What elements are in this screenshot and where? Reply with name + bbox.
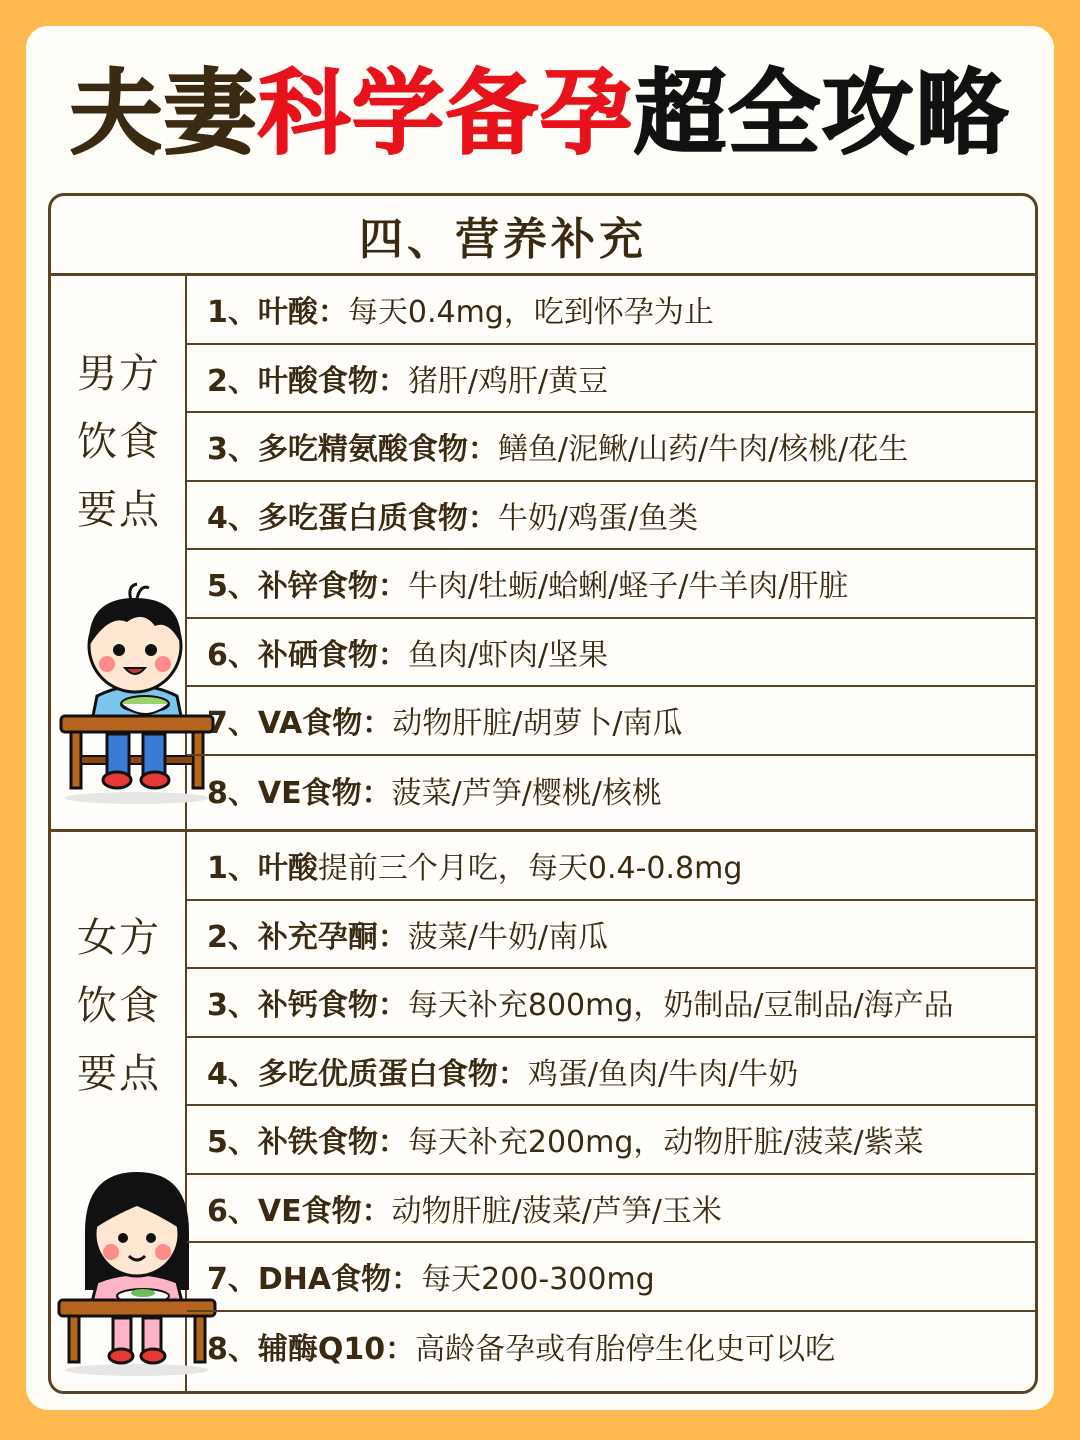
row-value: 动物肝脏/菠菜/芦笋/玉米 <box>391 1193 722 1229</box>
table-row <box>187 756 1035 825</box>
table-row <box>187 1312 1035 1381</box>
row-key: 6、VE食物： <box>207 1193 392 1229</box>
male-side-column <box>51 276 187 829</box>
row-key: 5、补锌食物： <box>207 569 408 605</box>
row-key: 5、补铁食物： <box>207 1125 408 1161</box>
row-value: 牛奶/鸡蛋/鱼类 <box>497 500 699 536</box>
table-row <box>187 832 1035 901</box>
row-value: 猪肝/鸡肝/黄豆 <box>407 363 609 399</box>
nutrition-table <box>48 193 1038 1394</box>
female-label <box>51 904 187 1108</box>
table-row <box>187 687 1035 756</box>
female-label-line: 饮食 <box>77 983 161 1029</box>
female-section <box>51 832 1035 1391</box>
row-key: 1、叶酸： <box>207 295 348 331</box>
row-key: 7、VA食物： <box>207 706 393 742</box>
row-value: 动物肝脏/胡萝卜/南瓜 <box>392 706 683 742</box>
female-rows <box>187 832 1035 1380</box>
table-row <box>187 1243 1035 1312</box>
row-key: 4、多吃蛋白质食物： <box>207 500 498 536</box>
row-value: 每天0.4mg，吃到怀孕为止 <box>347 295 714 331</box>
row-value: 每天200-300mg <box>421 1262 655 1298</box>
section-title: 四、营养补充 <box>51 196 1035 276</box>
male-label-line: 要点 <box>77 487 161 533</box>
row-key: 3、多吃精氨酸食物： <box>207 432 498 468</box>
title-part-2: 科学备孕 <box>257 60 634 167</box>
row-key: 8、VE食物： <box>207 775 392 811</box>
row-value: 鸡蛋/鱼肉/牛肉/牛奶 <box>527 1056 799 1092</box>
table-row <box>187 550 1035 619</box>
male-label <box>51 340 187 544</box>
table-row <box>187 901 1035 970</box>
male-label-line: 饮食 <box>77 419 161 465</box>
row-value: 鳝鱼/泥鳅/山药/牛肉/核桃/花生 <box>497 432 909 468</box>
row-key: 2、补充孕酮： <box>207 919 408 955</box>
row-value: 提前三个月吃，每天0.4-0.8mg <box>317 851 743 887</box>
female-side-column <box>51 832 187 1391</box>
table-row <box>187 619 1035 688</box>
table-row <box>187 969 1035 1038</box>
row-value: 高龄备孕或有胎停生化史可以吃 <box>415 1331 836 1367</box>
title-part-3: 超全攻略 <box>634 60 1011 167</box>
female-label-line: 女方 <box>77 915 161 961</box>
table-row <box>187 1175 1035 1244</box>
title-part-1: 夫妻 <box>69 60 258 167</box>
row-value: 每天补充800mg，奶制品/豆制品/海产品 <box>407 988 954 1024</box>
page-title <box>0 40 1080 172</box>
row-key: 6、补硒食物： <box>207 637 408 673</box>
row-key: 4、多吃优质蛋白食物： <box>207 1056 528 1092</box>
row-key: 1、叶酸 <box>207 851 318 887</box>
table-row <box>187 413 1035 482</box>
table-row <box>187 482 1035 551</box>
row-key: 2、叶酸食物： <box>207 363 408 399</box>
table-row <box>187 276 1035 345</box>
row-value: 菠菜/牛奶/南瓜 <box>407 919 609 955</box>
male-label-line: 男方 <box>77 351 161 397</box>
male-rows <box>187 276 1035 824</box>
row-key: 7、DHA食物： <box>207 1262 422 1298</box>
table-row <box>187 1038 1035 1107</box>
row-value: 鱼肉/虾肉/坚果 <box>407 637 609 673</box>
female-label-line: 要点 <box>77 1051 161 1097</box>
row-value: 菠菜/芦笋/樱桃/核桃 <box>391 775 662 811</box>
table-row <box>187 1106 1035 1175</box>
male-section <box>51 276 1035 832</box>
row-value: 牛肉/牡蛎/蛤蜊/蛏子/牛羊肉/肝脏 <box>407 569 849 605</box>
table-row <box>187 345 1035 414</box>
row-key: 8、辅酶Q10： <box>207 1331 416 1367</box>
row-value: 每天补充200mg，动物肝脏/菠菜/紫菜 <box>407 1125 924 1161</box>
row-key: 3、补钙食物： <box>207 988 408 1024</box>
